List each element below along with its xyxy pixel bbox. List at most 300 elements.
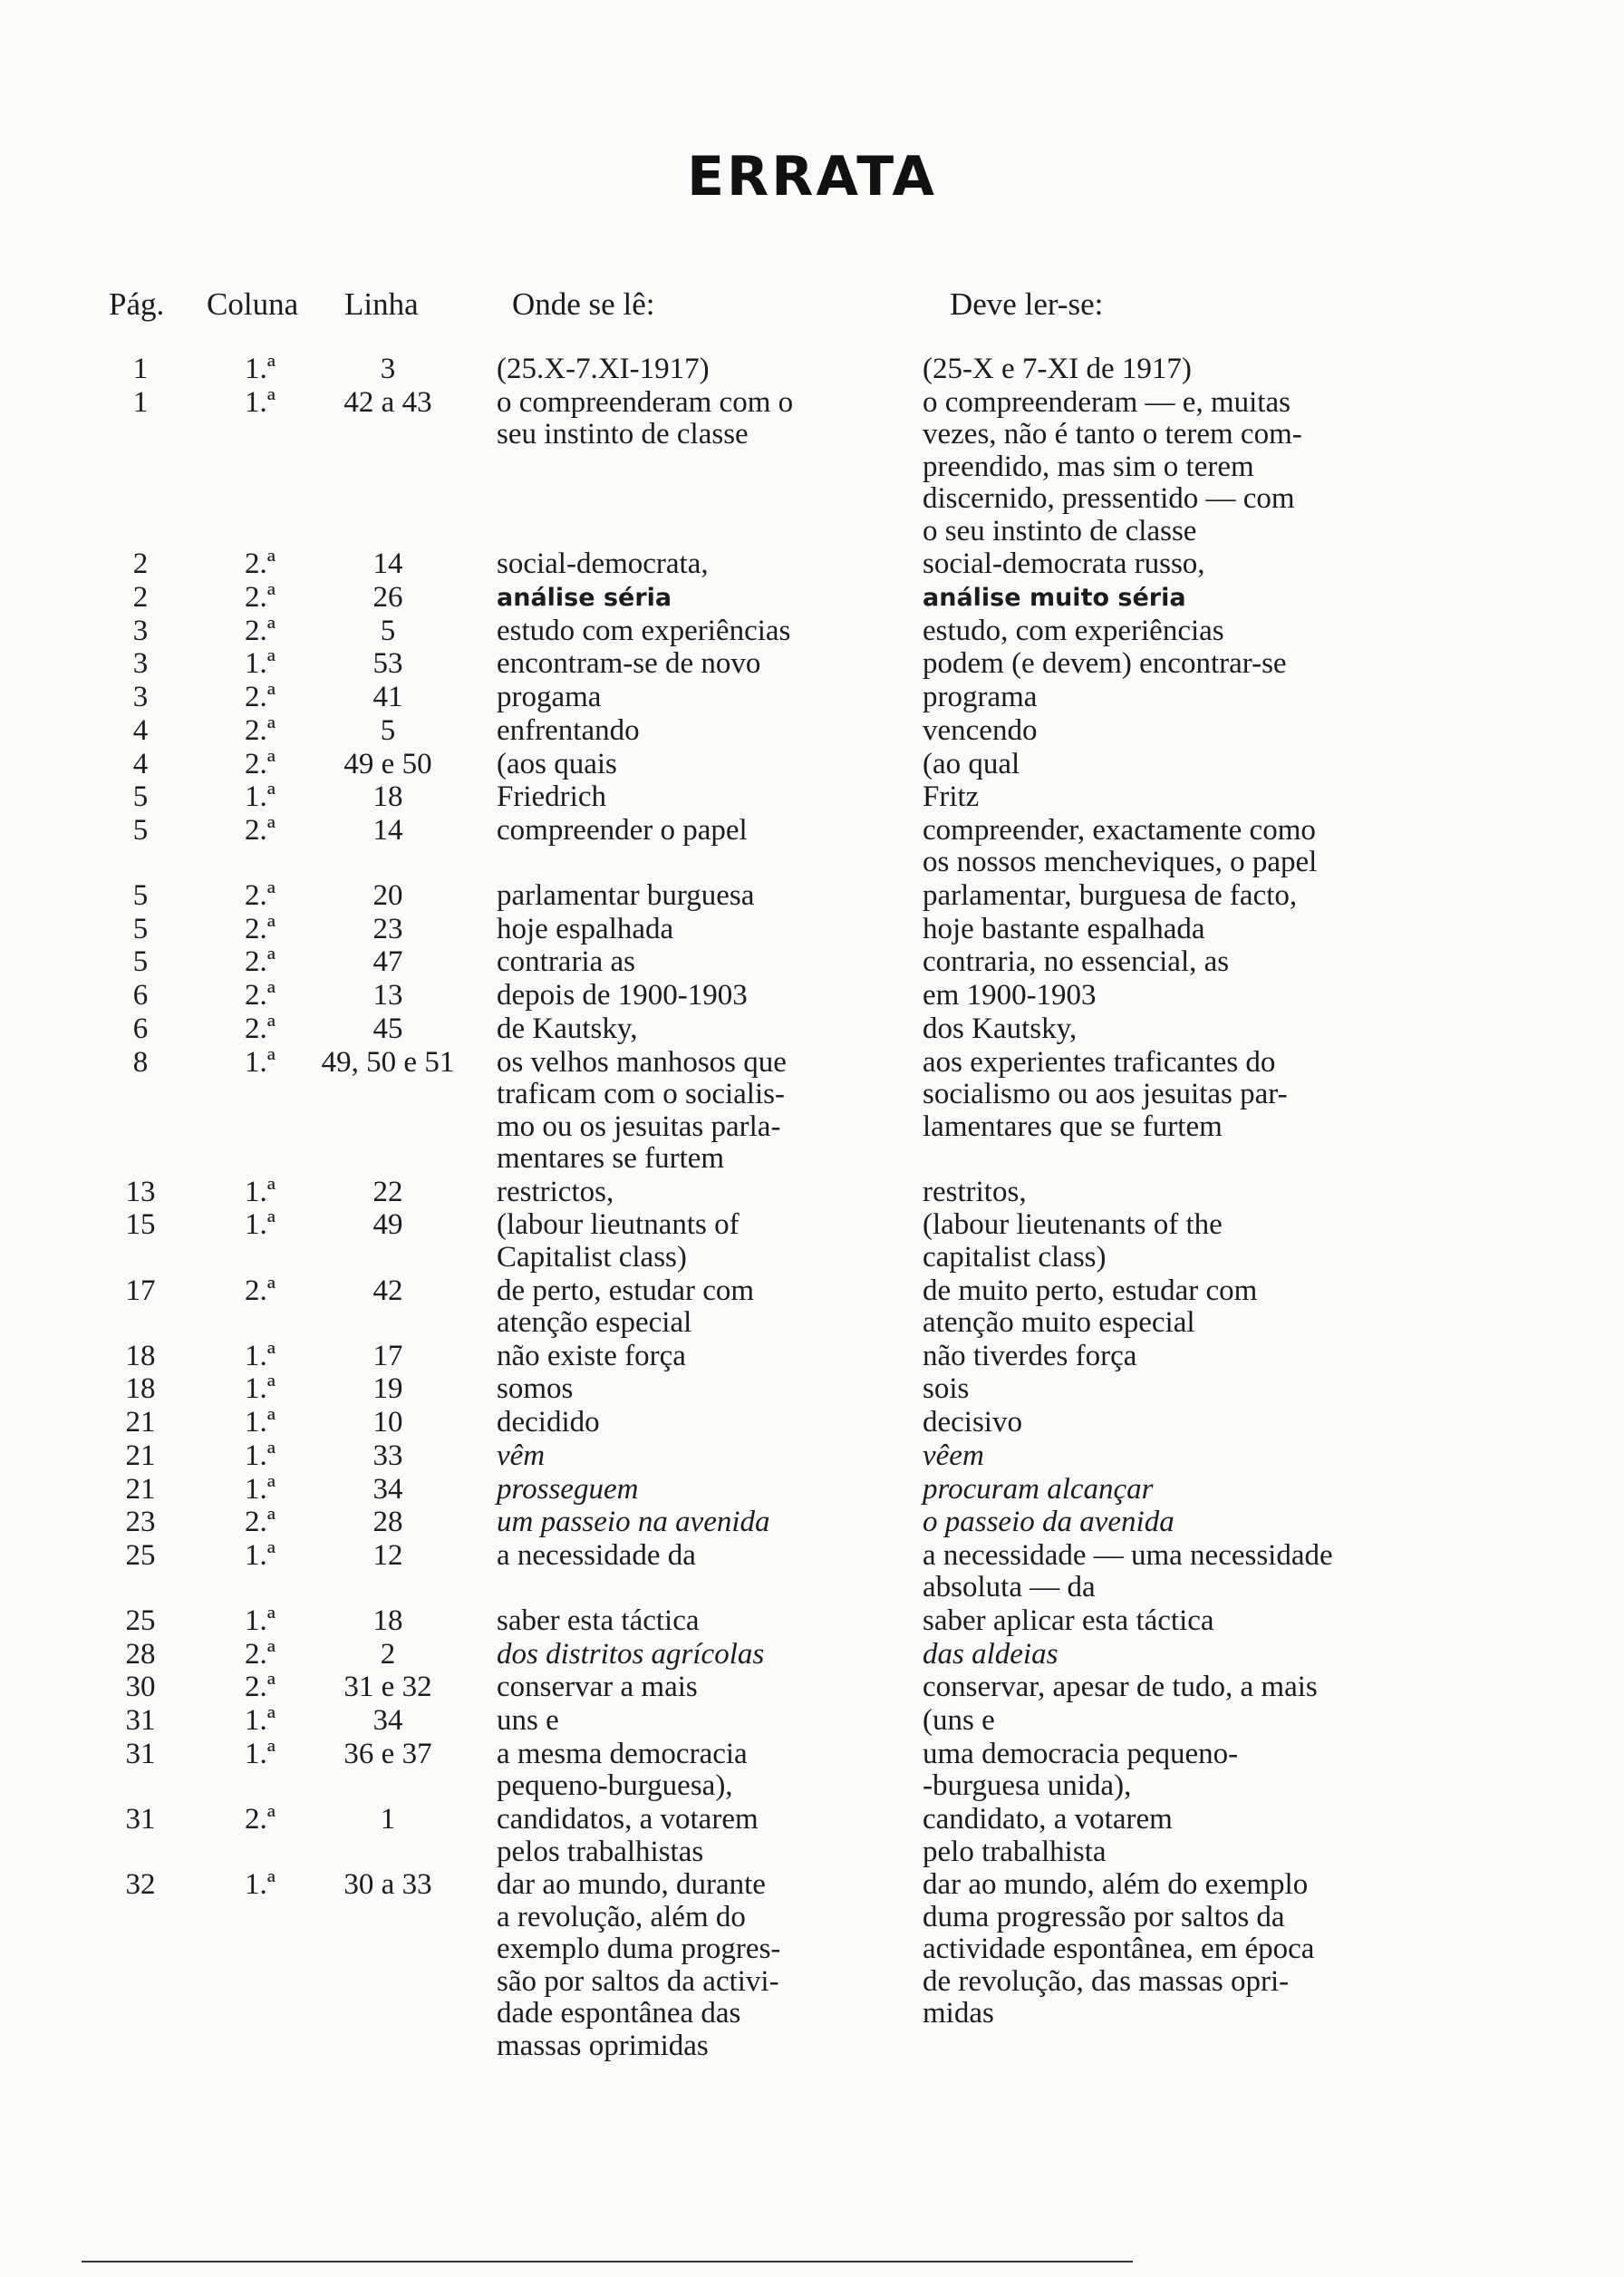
errata-row <box>0 615 1624 649</box>
line-number: 10 <box>372 1406 403 1439</box>
page-number: 8 <box>132 1045 149 1079</box>
text-line: restrictos, <box>497 1175 614 1208</box>
header-pagina: Pág. <box>109 286 165 322</box>
deve-ler-se-text <box>923 1209 1223 1274</box>
onde-se-le-text <box>497 1804 759 1868</box>
column-number: 2.ª <box>245 581 276 615</box>
onde-se-le-text <box>497 914 673 946</box>
column-number: 1.ª <box>245 1406 276 1439</box>
text-line: estudo, com experiências <box>923 614 1224 647</box>
text-line: duma progressão por saltos da <box>923 1900 1285 1933</box>
text-line: o compreenderam — e, muitas <box>923 385 1290 419</box>
errata-row <box>0 1639 1624 1672</box>
page-number: 18 <box>125 1372 156 1406</box>
errata-row <box>0 1341 1624 1374</box>
line-number: 18 <box>372 780 403 814</box>
errata-row <box>0 749 1624 782</box>
deve-ler-se-text <box>923 1047 1288 1144</box>
text-line: conservar a mais <box>497 1671 698 1704</box>
line-number: 13 <box>372 979 403 1013</box>
line-number: 31 e 32 <box>343 1671 432 1704</box>
text-line: uns e <box>497 1704 559 1738</box>
errata-row <box>0 548 1624 582</box>
deve-ler-se-text <box>923 980 1097 1013</box>
column-number: 2.ª <box>245 1671 276 1704</box>
text-line: candidato, a votarem <box>923 1803 1173 1836</box>
text-line: mo ou os jesuitas parla- <box>497 1109 781 1143</box>
text-line: Fritz <box>923 780 980 814</box>
onde-se-le-text <box>497 615 790 648</box>
column-number: 2.ª <box>245 1274 276 1307</box>
errata-row <box>0 1209 1624 1274</box>
text-line: dar ao mundo, além do exemplo <box>923 1868 1309 1902</box>
onde-se-le-text <box>497 1440 545 1473</box>
errata-row <box>0 387 1624 549</box>
text-line: vezes, não é tanto o terem com- <box>923 418 1302 451</box>
text-line: (ao qual <box>923 747 1020 780</box>
line-number: 12 <box>372 1538 403 1572</box>
text-line: das aldeias <box>923 1637 1058 1671</box>
text-line: hoje espalhada <box>497 912 674 945</box>
page-number: 2 <box>132 581 149 615</box>
line-number: 23 <box>372 912 403 945</box>
onde-se-le-text <box>497 1639 764 1671</box>
line-number: 42 a 43 <box>343 385 432 419</box>
onde-se-le-text <box>497 582 672 615</box>
text-line: sois <box>923 1372 970 1406</box>
onde-se-le-text <box>497 1705 559 1738</box>
column-number: 1.ª <box>245 353 276 385</box>
onde-se-le-text <box>497 1671 698 1704</box>
errata-row <box>0 1507 1624 1540</box>
text-line: o seu instinto de classe <box>923 514 1197 547</box>
errata-row <box>0 946 1624 980</box>
page-number: 21 <box>125 1439 156 1472</box>
onde-se-le-text <box>497 815 748 848</box>
text-line: prosseguem <box>497 1472 639 1506</box>
deve-ler-se-text <box>923 880 1297 913</box>
text-line: os velhos manhosos que <box>497 1045 787 1079</box>
page-number: 1 <box>132 353 149 385</box>
text-line: o passeio da avenida <box>923 1506 1174 1539</box>
page-number: 2 <box>132 547 149 581</box>
line-number: 14 <box>372 547 403 581</box>
column-number: 1.ª <box>245 1704 276 1738</box>
text-line: dos distritos agrícolas <box>497 1637 765 1671</box>
deve-ler-se-text <box>923 815 1317 879</box>
text-line: social-democrata, <box>497 547 709 581</box>
text-line: encontram-se de novo <box>497 647 761 681</box>
line-number: 2 <box>380 1637 396 1671</box>
text-line: candidatos, a votarem <box>497 1803 759 1836</box>
text-line: Friedrich <box>497 780 606 814</box>
deve-ler-se-text <box>923 1671 1318 1704</box>
column-number: 1.ª <box>245 385 276 419</box>
deve-ler-se-text <box>923 1373 969 1406</box>
onde-se-le-text <box>497 1373 573 1406</box>
text-line: não existe força <box>497 1339 686 1372</box>
errata-row <box>0 648 1624 682</box>
page-number: 15 <box>125 1208 156 1242</box>
line-number: 3 <box>380 353 396 385</box>
onde-se-le-text <box>497 354 710 386</box>
errata-row <box>0 815 1624 880</box>
page-number: 5 <box>132 879 149 913</box>
deve-ler-se-text <box>923 914 1205 946</box>
column-number: 1.ª <box>245 647 276 681</box>
deve-ler-se-text <box>923 715 1037 748</box>
column-number: 1.ª <box>245 1868 276 1902</box>
line-number: 33 <box>372 1439 403 1472</box>
text-line: não tiverdes força <box>923 1339 1137 1372</box>
line-number: 5 <box>380 713 396 747</box>
page-number: 5 <box>132 813 149 847</box>
onde-se-le-text <box>497 1407 600 1439</box>
text-line: exemplo duma progres- <box>497 1933 781 1966</box>
errata-row <box>0 980 1624 1013</box>
text-line: hoje bastante espalhada <box>923 912 1205 945</box>
text-line: contraria as <box>497 945 635 979</box>
onde-se-le-text <box>497 548 709 581</box>
column-number: 2.ª <box>245 879 276 913</box>
column-number: 1.ª <box>245 1538 276 1572</box>
line-number: 49 <box>372 1208 403 1242</box>
column-number: 2.ª <box>245 547 276 581</box>
text-line: os nossos mencheviques, o papel <box>923 846 1318 879</box>
page-number: 21 <box>125 1472 156 1506</box>
text-line: -burguesa unida), <box>923 1769 1132 1803</box>
text-line: (uns e <box>923 1704 995 1738</box>
deve-ler-se-text <box>923 682 1037 714</box>
onde-se-le-text <box>497 648 760 681</box>
text-line: saber esta táctica <box>497 1604 700 1638</box>
page-number: 23 <box>125 1506 156 1539</box>
deve-ler-se-text <box>923 946 1229 979</box>
errata-row <box>0 914 1624 947</box>
text-line: somos <box>497 1372 574 1406</box>
column-number: 1.ª <box>245 1208 276 1242</box>
onde-se-le-text <box>497 1209 740 1274</box>
errata-row <box>0 1407 1624 1440</box>
onde-se-le-text <box>497 749 617 781</box>
text-line: de revolução, das massas opri- <box>923 1964 1290 1998</box>
text-line: vencendo <box>923 713 1038 747</box>
page-number: 18 <box>125 1339 156 1372</box>
deve-ler-se-text <box>923 1275 1257 1340</box>
deve-ler-se-text <box>923 354 1192 386</box>
line-number: 41 <box>372 681 403 714</box>
text-line: uma democracia pequeno- <box>923 1737 1239 1770</box>
text-line: parlamentar, burguesa de facto, <box>923 879 1298 913</box>
text-line: de perto, estudar com <box>497 1274 755 1307</box>
deve-ler-se-text <box>923 1407 1022 1439</box>
errata-row <box>0 1540 1624 1605</box>
column-number: 2.ª <box>245 945 276 979</box>
text-line: um passeio na avenida <box>497 1506 770 1539</box>
errata-row <box>0 880 1624 914</box>
line-number: 42 <box>372 1274 403 1307</box>
page-number: 31 <box>125 1803 156 1836</box>
bottom-rule <box>82 2261 1133 2262</box>
page-number: 17 <box>125 1274 156 1307</box>
text-line: atenção muito especial <box>923 1306 1195 1340</box>
onde-se-le-text <box>497 1013 638 1046</box>
header-onde-se-le: Onde se lê: <box>512 286 655 322</box>
errata-row <box>0 715 1624 749</box>
column-number: 2.ª <box>245 1012 276 1045</box>
column-number: 1.ª <box>245 780 276 814</box>
text-line: podem (e devem) encontrar-se <box>923 647 1287 681</box>
deve-ler-se-text <box>923 582 1186 615</box>
text-line: conservar, apesar de tudo, a mais <box>923 1671 1318 1704</box>
page-number: 3 <box>132 681 149 714</box>
onde-se-le-text <box>497 1540 696 1573</box>
deve-ler-se-text <box>923 1804 1173 1868</box>
text-line: a revolução, além do <box>497 1900 746 1933</box>
page-number: 5 <box>132 912 149 945</box>
text-line: socialismo ou aos jesuitas par- <box>923 1078 1288 1110</box>
page-number: 32 <box>125 1868 156 1902</box>
deve-ler-se-text <box>923 1474 1154 1507</box>
text-line: capitalist class) <box>923 1240 1107 1274</box>
text-line: decisivo <box>923 1406 1022 1439</box>
deve-ler-se-text <box>923 1013 1077 1046</box>
text-line: seu instinto de classe <box>497 418 749 451</box>
onde-se-le-text <box>497 1869 780 2062</box>
deve-ler-se-text <box>923 1507 1174 1539</box>
line-number: 28 <box>372 1506 403 1539</box>
text-line: pelo trabalhista <box>923 1835 1107 1868</box>
column-number: 1.ª <box>245 1439 276 1472</box>
column-number: 2.ª <box>245 1506 276 1539</box>
text-line: lamentares que se furtem <box>923 1109 1223 1143</box>
column-number: 2.ª <box>245 1803 276 1836</box>
column-number: 1.ª <box>245 1472 276 1506</box>
deve-ler-se-text <box>923 1605 1214 1638</box>
text-line: (aos quais <box>497 747 617 780</box>
deve-ler-se-text <box>923 548 1205 581</box>
header-deve-ler-se: Deve ler-se: <box>950 286 1104 322</box>
text-line: estudo com experiências <box>497 614 791 647</box>
page-number: 25 <box>125 1604 156 1638</box>
text-line: a mesma democracia <box>497 1737 748 1770</box>
page-number: 5 <box>132 945 149 979</box>
text-line: (25.X-7.XI-1917) <box>497 353 710 385</box>
text-line: pelos trabalhistas <box>497 1835 704 1868</box>
line-number: 30 a 33 <box>343 1868 432 1902</box>
text-line: depois de 1900-1903 <box>497 979 748 1013</box>
onde-se-le-text <box>497 1605 700 1638</box>
text-line: análise séria <box>497 584 672 613</box>
deve-ler-se-text <box>923 1639 1058 1671</box>
page-number: 3 <box>132 647 149 681</box>
text-line: procuram alcançar <box>923 1472 1154 1506</box>
onde-se-le-text <box>497 1047 787 1176</box>
errata-row <box>0 1275 1624 1341</box>
page-number: 21 <box>125 1406 156 1439</box>
onde-se-le-text <box>497 1177 614 1209</box>
page-number: 4 <box>132 747 149 780</box>
errata-row <box>0 1671 1624 1705</box>
line-number: 34 <box>372 1472 403 1506</box>
text-line: aos experientes traficantes do <box>923 1045 1276 1079</box>
page-number: 28 <box>125 1637 156 1671</box>
deve-ler-se-text <box>923 749 1020 781</box>
page-number: 6 <box>132 979 149 1013</box>
page-number: 3 <box>132 614 149 647</box>
page-title: ERRATA <box>687 145 937 208</box>
deve-ler-se-text <box>923 1869 1314 2030</box>
text-line: (labour lieutenants of the <box>923 1208 1223 1242</box>
column-number: 1.ª <box>245 1372 276 1406</box>
onde-se-le-text <box>497 715 640 748</box>
page-number: 30 <box>125 1671 156 1704</box>
line-number: 47 <box>372 945 403 979</box>
text-line: análise muito séria <box>923 584 1186 613</box>
text-line: programa <box>923 681 1038 714</box>
text-line: absoluta — da <box>923 1571 1096 1604</box>
text-line: são por saltos da activi- <box>497 1964 779 1998</box>
text-line: parlamentar burguesa <box>497 879 755 913</box>
deve-ler-se-text <box>923 781 979 814</box>
text-line: compreender, exactamente como <box>923 813 1316 847</box>
deve-ler-se-text <box>923 387 1302 548</box>
line-number: 45 <box>372 1012 403 1045</box>
deve-ler-se-text <box>923 648 1287 681</box>
text-line: social-democrata russo, <box>923 547 1205 581</box>
text-line: vêem <box>923 1439 984 1472</box>
column-number: 2.ª <box>245 813 276 847</box>
text-line: o compreenderam com o <box>497 385 794 419</box>
deve-ler-se-text <box>923 1341 1136 1373</box>
line-number: 26 <box>372 581 403 615</box>
page-number: 6 <box>132 1012 149 1045</box>
text-line: saber aplicar esta táctica <box>923 1604 1214 1638</box>
deve-ler-se-text <box>923 1739 1238 1803</box>
header-linha: Linha <box>344 286 419 322</box>
onde-se-le-text <box>497 682 601 714</box>
text-line: dade espontânea das <box>497 1997 741 2030</box>
onde-se-le-text <box>497 1341 686 1373</box>
line-number: 34 <box>372 1704 403 1738</box>
text-line: atenção especial <box>497 1306 692 1340</box>
column-number: 2.ª <box>245 614 276 647</box>
text-line: Capitalist class) <box>497 1240 687 1274</box>
onde-se-le-text <box>497 1739 748 1803</box>
page-number: 25 <box>125 1538 156 1572</box>
text-line: de Kautsky, <box>497 1012 638 1045</box>
errata-row <box>0 1047 1624 1177</box>
errata-row <box>0 1705 1624 1739</box>
text-line: progama <box>497 681 602 714</box>
deve-ler-se-text <box>923 615 1224 648</box>
header-coluna: Coluna <box>207 286 299 322</box>
deve-ler-se-text <box>923 1705 995 1738</box>
line-number: 17 <box>372 1339 403 1372</box>
column-number: 1.ª <box>245 1045 276 1079</box>
text-line: preendido, mas sim o terem <box>923 450 1254 483</box>
page-number: 13 <box>125 1175 156 1208</box>
text-line: restritos, <box>923 1175 1027 1208</box>
column-number: 1.ª <box>245 1604 276 1638</box>
column-number: 1.ª <box>245 1175 276 1208</box>
onde-se-le-text <box>497 980 748 1013</box>
errata-row <box>0 582 1624 615</box>
column-number: 1.ª <box>245 1339 276 1372</box>
errata-table <box>0 354 1624 2063</box>
text-line: (25-X e 7-XI de 1917) <box>923 353 1192 385</box>
onde-se-le-text <box>497 946 635 979</box>
line-number: 20 <box>372 879 403 913</box>
onde-se-le-text <box>497 880 754 913</box>
text-line: enfrentando <box>497 713 640 747</box>
text-line: a necessidade — uma necessidade <box>923 1538 1333 1572</box>
text-line: massas oprimidas <box>497 2029 709 2062</box>
text-line: mentares se furtem <box>497 1142 725 1175</box>
deve-ler-se-text <box>923 1440 984 1473</box>
errata-row <box>0 1177 1624 1210</box>
text-line: de muito perto, estudar com <box>923 1274 1258 1307</box>
onde-se-le-text <box>497 1474 638 1507</box>
page-number: 31 <box>125 1737 156 1770</box>
text-line: em 1900-1903 <box>923 979 1097 1013</box>
errata-row <box>0 1474 1624 1507</box>
deve-ler-se-text <box>923 1177 1027 1209</box>
line-number: 49 e 50 <box>343 747 432 780</box>
errata-row <box>0 781 1624 815</box>
text-line: contraria, no essencial, as <box>923 945 1230 979</box>
column-number: 2.ª <box>245 1637 276 1671</box>
text-line: decidido <box>497 1406 600 1439</box>
text-line: dos Kautsky, <box>923 1012 1078 1045</box>
text-line: a necessidade da <box>497 1538 696 1572</box>
page-number: 31 <box>125 1704 156 1738</box>
page-number: 1 <box>132 385 149 419</box>
text-line: discernido, pressentido — com <box>923 482 1295 516</box>
line-number: 49, 50 e 51 <box>321 1045 455 1079</box>
errata-row <box>0 1605 1624 1639</box>
line-number: 14 <box>372 813 403 847</box>
line-number: 36 e 37 <box>343 1737 432 1770</box>
errata-row <box>0 1013 1624 1047</box>
errata-row <box>0 1869 1624 2063</box>
column-number: 2.ª <box>245 912 276 945</box>
column-number: 2.ª <box>245 979 276 1013</box>
onde-se-le-text <box>497 1275 754 1340</box>
line-number: 53 <box>372 647 403 681</box>
deve-ler-se-text <box>923 1540 1333 1604</box>
errata-row <box>0 1804 1624 1869</box>
line-number: 22 <box>372 1175 403 1208</box>
text-line: traficam com o socialis- <box>497 1078 785 1110</box>
text-line: dar ao mundo, durante <box>497 1868 766 1902</box>
line-number: 1 <box>380 1803 396 1836</box>
text-line: actividade espontânea, em época <box>923 1933 1315 1966</box>
column-number: 1.ª <box>245 1737 276 1770</box>
errata-row <box>0 1440 1624 1474</box>
column-number: 2.ª <box>245 681 276 714</box>
errata-row <box>0 682 1624 715</box>
text-line: (labour lieutnants of <box>497 1208 740 1242</box>
line-number: 18 <box>372 1604 403 1638</box>
errata-row <box>0 354 1624 387</box>
errata-row <box>0 1373 1624 1407</box>
line-number: 5 <box>380 614 396 647</box>
errata-row <box>0 1739 1624 1804</box>
column-number: 2.ª <box>245 747 276 780</box>
page-number: 4 <box>132 713 149 747</box>
text-line: vêm <box>497 1439 546 1472</box>
